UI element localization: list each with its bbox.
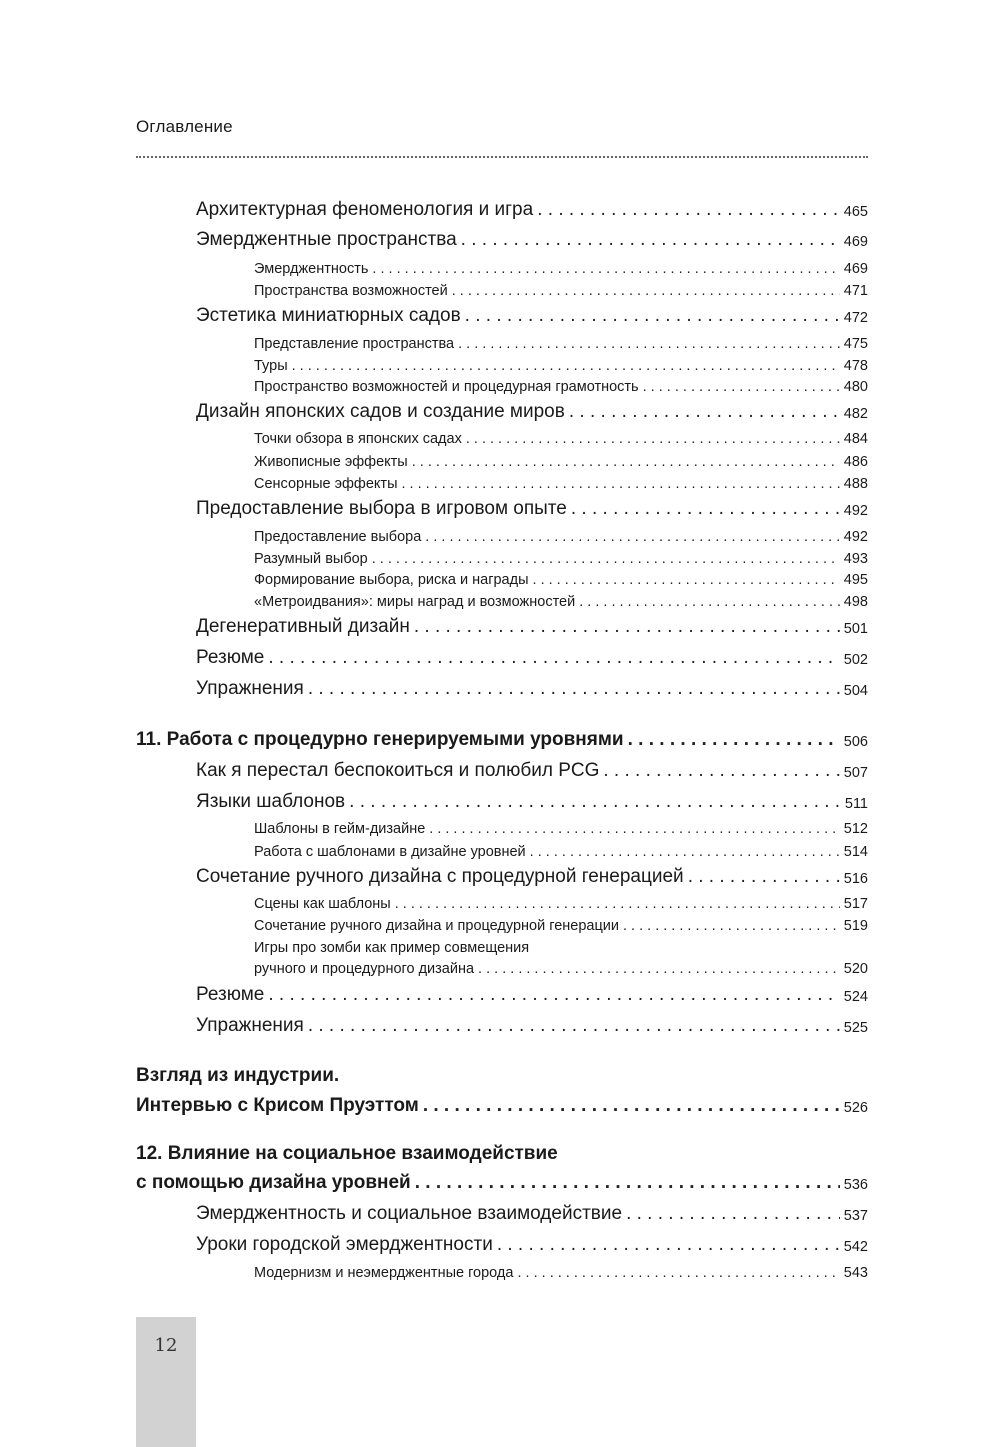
toc-entry-title: Разумный выбор — [254, 551, 368, 567]
toc-entry-title: Резюме — [196, 647, 265, 668]
toc-chapter-title: Интервью с Крисом Пруэттом — [136, 1095, 419, 1116]
dot-leader — [429, 821, 840, 838]
page-number-tab — [136, 1317, 196, 1447]
toc-entry — [196, 760, 868, 782]
toc-entry-page: 492 — [843, 503, 868, 520]
toc-entry-title: Языки шаблонов — [196, 791, 346, 812]
toc-entry-page: 526 — [843, 1100, 868, 1117]
dot-leader — [308, 1015, 840, 1037]
toc-entry — [254, 551, 868, 568]
toc-entry — [254, 283, 868, 300]
toc-entry — [196, 678, 868, 700]
toc-entry-page: 472 — [843, 310, 868, 327]
toc-entry-page: 543 — [843, 1265, 868, 1281]
toc-entry-title: Упражнения — [196, 678, 304, 699]
toc-entry-title: Дизайн японских садов и создание миров — [196, 401, 565, 422]
toc-entry-page: 471 — [843, 283, 868, 299]
toc-entry — [196, 647, 868, 669]
dot-leader — [268, 984, 839, 1006]
toc-entry-title: Эмерджентные пространства — [196, 229, 457, 250]
toc-entry — [254, 454, 868, 471]
toc-entry — [254, 358, 868, 375]
toc-entry — [196, 498, 868, 520]
dot-leader — [628, 729, 840, 751]
toc-entry-title: ручного и процедурного дизайна — [254, 961, 475, 977]
toc-entry-page: 480 — [843, 379, 868, 395]
toc-chapter — [136, 1172, 868, 1194]
toc-entry-title: «Метроидвания»: миры наград и возможностей — [254, 594, 576, 610]
dot-leader — [571, 498, 840, 520]
toc-entry-page: 537 — [843, 1208, 868, 1225]
toc-entry-page: 514 — [843, 844, 868, 860]
dot-leader — [372, 261, 839, 278]
dot-leader — [530, 844, 840, 861]
toc-entry-title: Пространства возможностей — [254, 283, 448, 299]
toc-entry-page: 525 — [843, 1020, 868, 1037]
toc-entry — [196, 305, 868, 327]
toc-entry-title: Модернизм и неэмерджентные города — [254, 1265, 514, 1281]
toc-entry-title: Эмерджентность и социальное взаимодействие — [196, 1203, 623, 1224]
toc-entry-title: Сочетание ручного дизайна и процедурной генерации — [254, 918, 619, 934]
toc-entry — [196, 1203, 868, 1225]
toc-entry — [196, 401, 868, 423]
toc-entry-page: 524 — [843, 989, 868, 1006]
toc-entry — [196, 199, 868, 221]
toc-entry-title: Туры — [254, 358, 288, 374]
header-divider — [136, 156, 868, 158]
dot-leader — [466, 431, 840, 448]
toc-entry — [254, 261, 868, 278]
dot-leader — [412, 454, 840, 471]
toc-entry-page: 484 — [843, 431, 868, 447]
toc-entry — [254, 336, 868, 353]
toc-chapter-title: 11. Работа с процедурно генерируемыми уровнями — [136, 729, 624, 750]
toc-chapter-title: с помощью дизайна уровней — [136, 1172, 411, 1193]
toc-entry — [254, 476, 868, 493]
dot-leader — [643, 379, 840, 396]
toc-entry-title: Сочетание ручного дизайна с процедурной генерацией — [196, 866, 684, 887]
toc-entry — [254, 431, 868, 448]
toc-entry-page: 498 — [843, 594, 868, 610]
dot-leader — [452, 283, 840, 300]
toc-entry-title: Точки обзора в японских садах — [254, 431, 462, 447]
toc-entry-page: 502 — [843, 652, 868, 669]
toc-entry-page: 478 — [843, 358, 868, 374]
toc-entry — [254, 1265, 868, 1282]
dot-leader — [465, 305, 840, 327]
toc-entry — [254, 896, 868, 913]
page-number: 12 — [154, 1335, 178, 1356]
toc-entry-title: Живописные эффекты — [254, 454, 408, 470]
toc-entry-page: 475 — [843, 336, 868, 352]
dot-leader — [461, 229, 840, 251]
toc-entry-title: Шаблоны в гейм-дизайне — [254, 821, 426, 837]
toc-chapter — [136, 729, 868, 751]
toc-chapter-title: 12. Влияние на социальное взаимодействие — [136, 1143, 558, 1164]
dot-leader — [569, 401, 840, 423]
toc-entry-title: Эстетика миниатюрных садов — [196, 305, 461, 326]
toc-entry — [196, 1234, 868, 1256]
dot-leader — [268, 647, 839, 669]
dot-leader — [415, 1172, 840, 1194]
toc-entry — [196, 984, 868, 1006]
toc-entry — [254, 844, 868, 861]
toc-entry-title: Представление пространства — [254, 336, 455, 352]
toc-entry-title: Архитектурная феноменология и игра — [196, 199, 534, 220]
toc-entry — [254, 821, 868, 838]
dot-leader — [688, 866, 840, 888]
toc-entry-title: Упражнения — [196, 1015, 304, 1036]
toc-entry-title: Формирование выбора, риска и награды — [254, 572, 529, 588]
toc-entry — [254, 961, 868, 978]
dot-leader — [533, 572, 840, 589]
toc-entry-title: Как я перестал беспокоиться и полюбил PCG — [196, 760, 600, 781]
toc-entry — [254, 918, 868, 935]
toc-entry-page: 516 — [843, 871, 868, 888]
toc-entry-page: 488 — [843, 476, 868, 492]
toc-entry-page: 469 — [843, 234, 868, 251]
dot-leader — [402, 476, 840, 493]
toc-entry-page: 493 — [843, 551, 868, 567]
dot-leader — [308, 678, 840, 700]
dot-leader — [458, 336, 840, 353]
toc-entry-page: 542 — [843, 1239, 868, 1256]
toc-entry-page: 506 — [843, 734, 868, 751]
toc-entry — [196, 791, 868, 813]
toc-entry-title: Игры про зомби как пример совмещения — [254, 940, 530, 956]
dot-leader — [497, 1234, 840, 1256]
dot-leader — [349, 791, 841, 813]
toc-entry-title: Сцены как шаблоны — [254, 896, 391, 912]
toc-entry-page: 519 — [843, 918, 868, 934]
toc-entry-title: Предоставление выбора в игровом опыте — [196, 498, 567, 519]
dot-leader — [292, 358, 840, 375]
toc-entry-title: Пространство возможностей и процедурная грамотность — [254, 379, 639, 395]
dot-leader — [425, 529, 840, 546]
dot-leader — [579, 594, 840, 611]
dot-leader — [517, 1265, 839, 1282]
toc-entry-page: 504 — [843, 683, 868, 700]
toc-entry — [254, 529, 868, 546]
dot-leader — [626, 1203, 840, 1225]
toc-entry-page: 465 — [843, 204, 868, 221]
toc-entry-page: 492 — [843, 529, 868, 545]
toc-entry-page: 501 — [843, 621, 868, 638]
dot-leader — [395, 896, 840, 913]
dot-leader — [623, 918, 840, 935]
dot-leader — [603, 760, 839, 782]
toc-entry-title: Предоставление выбора — [254, 529, 422, 545]
toc-entry-page: 517 — [843, 896, 868, 912]
toc-entry — [196, 866, 868, 888]
toc-entry-title: Эмерджентность — [254, 261, 369, 277]
toc-entry — [254, 572, 868, 589]
toc-entry — [196, 616, 868, 638]
toc-chapter-title: Взгляд из индустрии. — [136, 1065, 340, 1086]
toc-entry-page: 512 — [843, 821, 868, 837]
toc-entry-page: 536 — [843, 1177, 868, 1194]
toc-entry — [196, 229, 868, 251]
toc-entry-page: 507 — [843, 765, 868, 782]
dot-leader — [414, 616, 840, 638]
toc-entry-page: 482 — [843, 406, 868, 423]
dot-leader — [372, 551, 840, 568]
toc-entry-title: Дегенеративный дизайн — [196, 616, 410, 637]
dot-leader — [478, 961, 840, 978]
toc-entry-title: Резюме — [196, 984, 265, 1005]
toc-entry-page: 486 — [843, 454, 868, 470]
toc-entry-page: 511 — [844, 796, 868, 813]
dot-leader — [537, 199, 840, 221]
dot-leader — [423, 1095, 840, 1117]
toc-entry — [254, 594, 868, 611]
toc-entry-page: 520 — [843, 961, 868, 977]
toc-entry — [196, 1015, 868, 1037]
toc-entry-title: Сенсорные эффекты — [254, 476, 398, 492]
toc-entry-page: 469 — [843, 261, 868, 277]
toc-entry — [254, 379, 868, 396]
toc-entry-page: 495 — [843, 572, 868, 588]
toc-entry-title: Уроки городской эмерджентности — [196, 1234, 493, 1255]
toc-chapter — [136, 1095, 868, 1117]
toc-entry-title: Работа с шаблонами в дизайне уровней — [254, 844, 526, 860]
running-header: Оглавление — [136, 117, 233, 136]
